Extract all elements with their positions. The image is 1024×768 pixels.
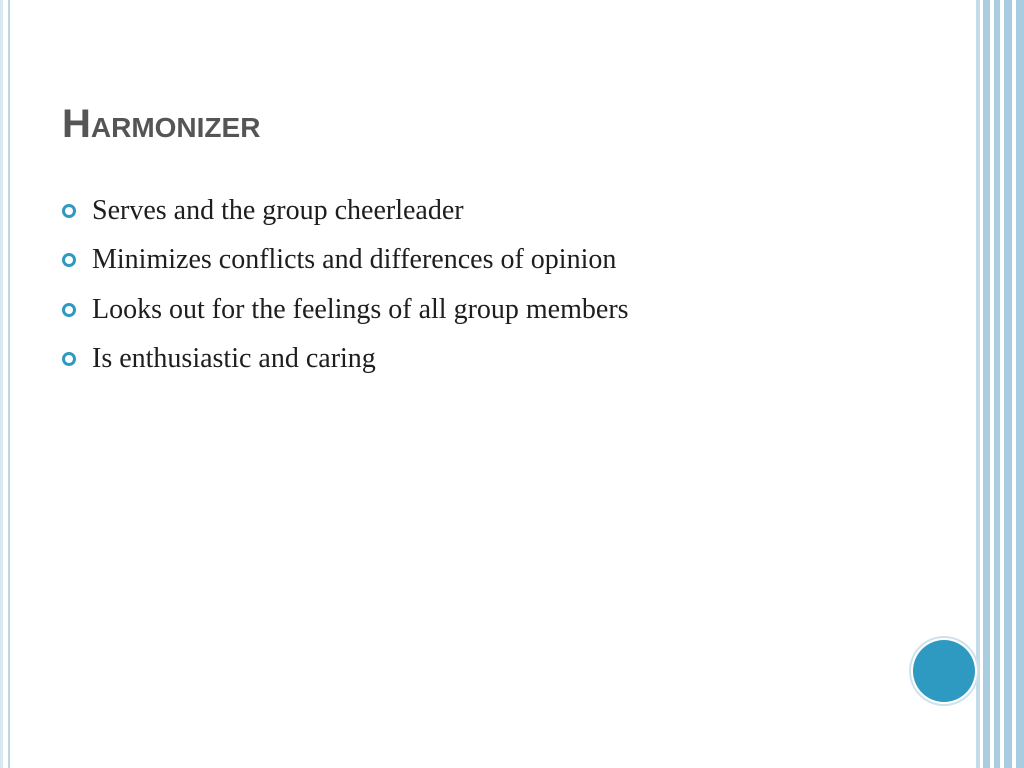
right-stripe [983, 0, 990, 768]
ring-bullet-icon [62, 253, 76, 267]
bullet-item [62, 285, 629, 335]
left-border-stripe [0, 0, 3, 768]
ring-bullet-icon [62, 204, 76, 218]
bullet-list [62, 186, 629, 384]
filled-circle-icon [913, 640, 975, 702]
bullet-item [62, 236, 629, 286]
right-stripe [1016, 0, 1024, 768]
left-border-stripe-inner [8, 0, 10, 768]
bullet-item [62, 186, 629, 236]
ring-bullet-icon [62, 303, 76, 317]
bullet-text: Is enthusiastic and caring [92, 343, 376, 375]
slide-title: Harmonizer [62, 102, 261, 146]
bullet-item [62, 335, 629, 385]
right-stripe [1004, 0, 1012, 768]
bullet-text: Looks out for the feelings of all group members [92, 293, 629, 325]
ring-bullet-icon [62, 352, 76, 366]
bullet-text: Serves and the group cheerleader [92, 194, 464, 226]
bullet-text: Minimizes conflicts and differences of opinion [92, 244, 617, 276]
